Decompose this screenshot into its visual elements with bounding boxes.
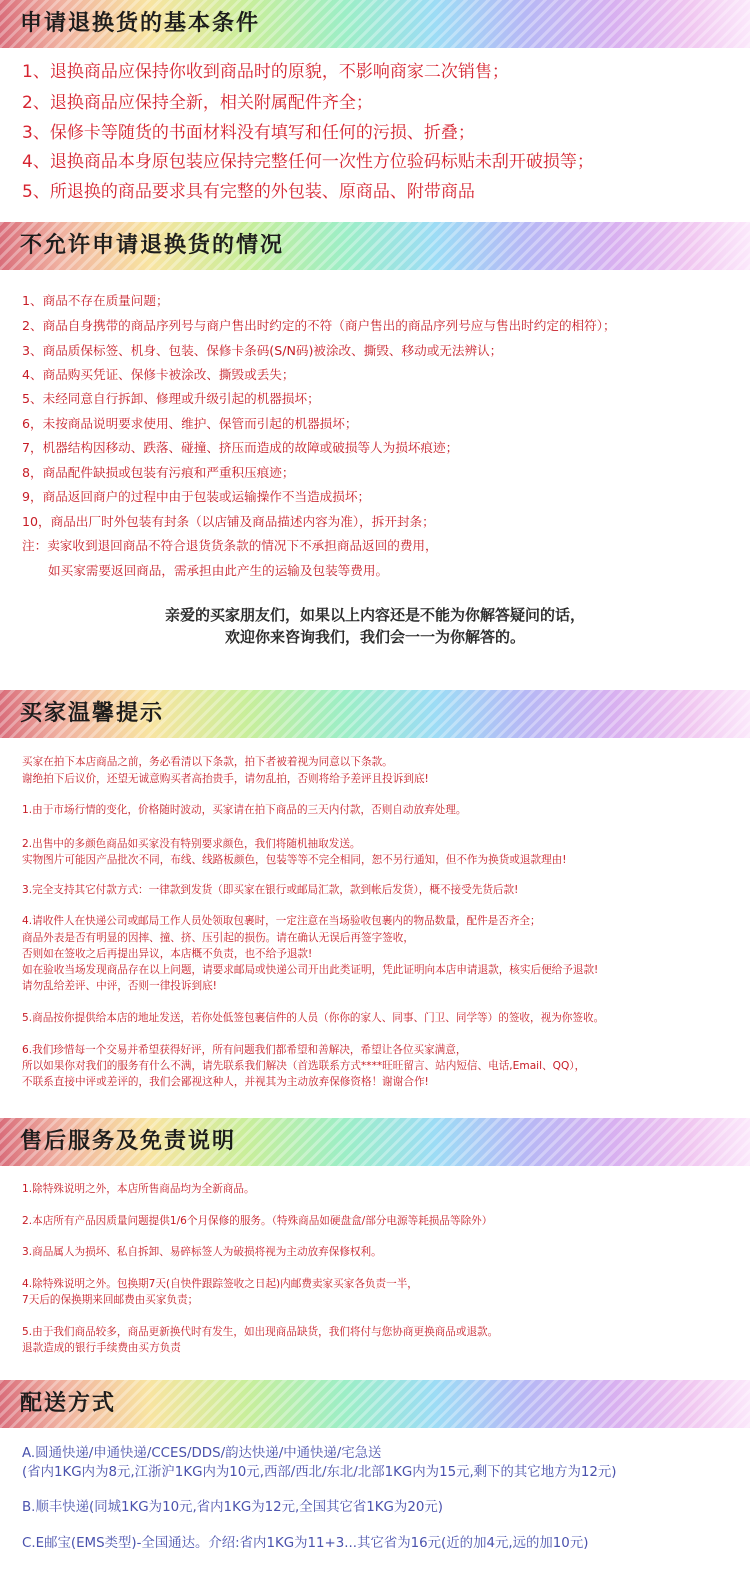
list-item: 6，未按商品说明要求使用、维护、保管而引起的机器损坏； bbox=[22, 416, 358, 431]
section-title: 配送方式 bbox=[20, 1391, 117, 1416]
tip-line: 5.商品按你提供给本店的地址发送，若你处低签包裹信件的人员（你你的家人、同事、门卫、同学等）的签收，视为你签收。 bbox=[22, 1012, 605, 1024]
shipping-line: B.顺丰快递(同城1KG为10元,省内1KG为12元,全国其它省1KG为20元) bbox=[22, 1500, 443, 1515]
list-item: 2、商品自身携带的商品序列号与商户售出时约定的不符（商户售出的商品序列号应与售出时约定的相符）； bbox=[22, 318, 616, 333]
list-item: 4、退换商品本身原包装应保持完整任何一次性方位验码标贴未刮开破损等； bbox=[22, 152, 594, 172]
tip-line: 4.请收件人在快递公司或邮局工作人员处领取包裹时，一定注意在当场验收包裹内的物品数量，配件是否齐全； bbox=[22, 915, 541, 927]
section-title: 不允许申请退换货的情况 bbox=[20, 233, 285, 258]
tip-line: 所以如果你对我们的服务有什么不满，请先联系我们解决（首选联系方式****旺旺留言、站内短信、电话,Email、QQ）， bbox=[22, 1060, 586, 1072]
shipping-line: (省内1KG内为8元,江浙沪1KG内为10元,西部/西北/东北/北部1KG内为15元,剩下的其它地方为12元) bbox=[22, 1465, 617, 1480]
tip-line: 6.我们珍惜每一个交易并希望获得好评，所有问题我们都希望和善解决，希望让各位买家满意， bbox=[22, 1044, 467, 1056]
closing-message: 亲爱的买家朋友们，如果以上内容还是不能为你解答疑问的话， bbox=[164, 606, 585, 624]
service-line: 5.由于我们商品较多，商品更新换代时有发生，如出现商品缺货，我们将付与您协商更换商品或退款。 bbox=[22, 1326, 499, 1338]
service-line: 7天后的保换期来回邮费由买家负责； bbox=[22, 1294, 199, 1306]
section-title: 申请退换货的基本条件 bbox=[20, 11, 261, 36]
list-item: 9，商品返回商户的过程中由于包装或运输操作不当造成损坏； bbox=[22, 489, 371, 504]
list-item: 1、商品不存在质量问题； bbox=[22, 293, 169, 308]
tip-line: 请勿乱给差评、中评，否则一律投诉到底! bbox=[22, 980, 217, 992]
service-line: 4.除特殊说明之外。包换期7天(自快件跟踪签收之日起)内邮费卖家买家各负责一半， bbox=[22, 1278, 418, 1290]
list-item: 2、退换商品应保持全新，相关附属配件齐全； bbox=[22, 93, 373, 113]
list-item: 7，机器结构因移动、跌落、碰撞、挤压而造成的故障或破损等人为损坏痕迹； bbox=[22, 440, 459, 455]
tip-line: 2.出售中的多颜色商品如买家没有特别要求颜色，我们将随机抽取发送。 bbox=[22, 838, 361, 850]
note-text: 注：卖家收到退回商品不符合退货货条款的情况下不承担商品返回的费用， bbox=[22, 538, 438, 553]
tip-line: 如在验收当场发现商品存在以上问题，请要求邮局或快递公司开出此类证明，凭此证明向本店申请退款，核实后便给予退款! bbox=[22, 964, 599, 976]
section-title: 售后服务及免责说明 bbox=[20, 1129, 237, 1154]
shipping-line: A.圆通快递/申通快递/CCES/DDS/韵达快递/中通快递/宅急送 bbox=[22, 1446, 382, 1461]
note-text: 如买家需要返回商品，需承担由此产生的运输及包装等费用。 bbox=[48, 563, 389, 578]
service-line: 3.商品属人为损坏、私自拆卸、易碎标签人为破损将视为主动放弃保修权利。 bbox=[22, 1246, 382, 1258]
section-header-buyer-tips bbox=[0, 690, 750, 738]
list-item: 4、商品购买凭证、保修卡被涂改、撕毁或丢失； bbox=[22, 367, 295, 382]
closing-message: 欢迎你来咨询我们，我们会一一为你解答的。 bbox=[224, 628, 525, 646]
section-header-shipping bbox=[0, 1380, 750, 1428]
list-item: 1、退换商品应保持你收到商品时的原貌，不影响商家二次销售； bbox=[22, 62, 509, 82]
service-line: 1.除特殊说明之外，本店所售商品均为全新商品。 bbox=[22, 1183, 255, 1195]
tip-line: 谢绝拍下后议价，还望无诚意购买者高抬贵手，请勿乱拍，否则将给予差评且投诉到底! bbox=[22, 773, 429, 785]
tip-line: 否则如在签收之后再提出异议，本店概不负责，也不给予退款! bbox=[22, 948, 313, 960]
section-title: 买家温馨提示 bbox=[20, 701, 165, 726]
tip-line: 1.由于市场行情的变化，价格随时波动，买家请在拍下商品的三天内付款，否则自动放弃处理。 bbox=[22, 804, 467, 816]
section-header-return-conditions bbox=[0, 0, 750, 48]
list-item: 5、所退换的商品要求具有完整的外包装、原商品、附带商品 bbox=[22, 182, 475, 202]
tip-line: 实物图片可能因产品批次不同，布线、线路板颜色，包装等等不完全相同，恕不另行通知，但不作为换货或退款理由! bbox=[22, 854, 567, 866]
list-item: 3、商品质保标签、机身、包装、保修卡条码(S/N码)被涂改、撕毁、移动或无法辨认； bbox=[22, 343, 503, 358]
list-item: 5、未经同意自行拆卸、修理或升级引起的机器损坏； bbox=[22, 391, 320, 406]
section-header-no-return-cases bbox=[0, 222, 750, 270]
tip-line: 商品外表是否有明显的因摔、撞、挤、压引起的损伤。请在确认无误后再签字签收， bbox=[22, 932, 414, 944]
list-item: 3、保修卡等随货的书面材料没有填写和任何的污损、折叠； bbox=[22, 123, 475, 143]
list-item: 10，商品出厂时外包装有封条（以店铺及商品描述内容为准），拆开封条； bbox=[22, 514, 435, 529]
service-line: 2.本店所有产品因质量问题提供1/6个月保修的服务。（特殊商品如硬盘盒/部分电源等耗损品等除外） bbox=[22, 1215, 493, 1227]
tip-line: 3.完全支持其它付款方式：一律款到发货（即买家在银行或邮局汇款，款到帐后发货），概不接受先货后款! bbox=[22, 884, 519, 896]
tip-line: 不联系直接中评或差评的，我们会鄙视这种人，并视其为主动放弃保修资格！谢谢合作! bbox=[22, 1076, 429, 1088]
list-item: 8，商品配件缺损或包装有污痕和严重积压痕迹； bbox=[22, 465, 295, 480]
tip-line: 买家在拍下本店商品之前，务必看清以下条款，拍下者被着视为同意以下条款。 bbox=[22, 756, 393, 768]
section-header-after-sales bbox=[0, 1118, 750, 1166]
shipping-line: C.E邮宝(EMS类型)-全国通达。介绍:省内1KG为11+3...其它省为16元(近的加4元,远的加10元) bbox=[22, 1536, 589, 1551]
service-line: 退款造成的银行手续费由买方负责 bbox=[22, 1342, 181, 1354]
